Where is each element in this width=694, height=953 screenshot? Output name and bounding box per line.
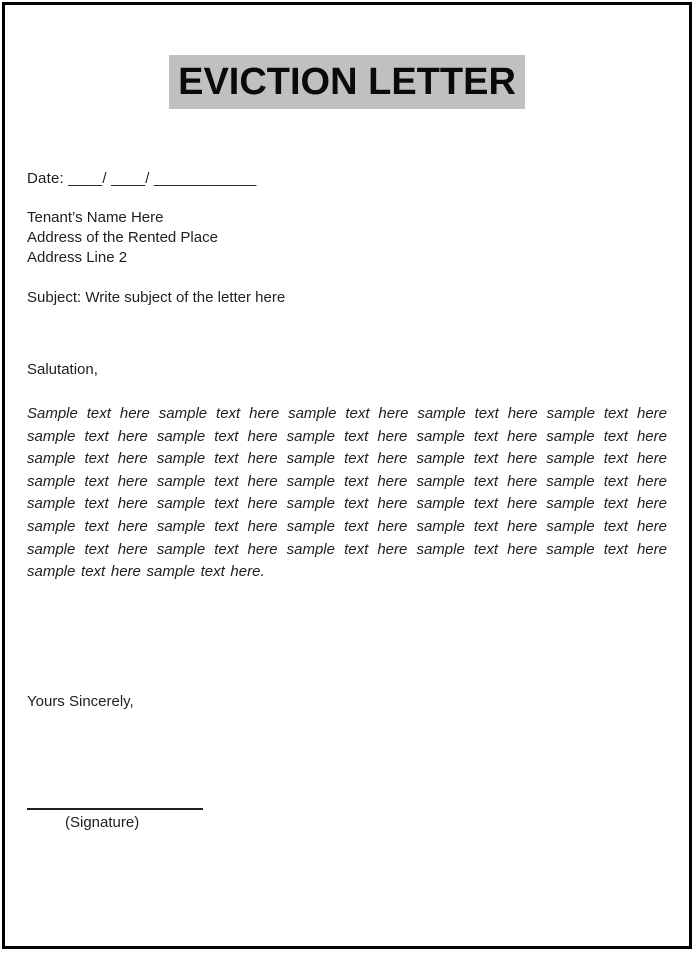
- recipient-block: [27, 208, 667, 268]
- body-paragraph: Sample text here sample text here sample text here sample text here sample text here sample text here sample text here sample text here sample text here sample text here sample text here sample text here sample text here sample text here sample text here sample text here sample text here sample text here sample text here sample text here sample text here sample text here sample text here sample text here sample text here sample text here sample text here sample text here sample text here sample text here sample text here sample text here sample text here sample text here sample text here sample text here sample text here.: [27, 405, 667, 581]
- salutation: Salutation,: [27, 361, 98, 378]
- subject-line: Subject: Write subject of the letter here: [27, 289, 286, 306]
- signature-line: [27, 808, 203, 810]
- document-page: [2, 2, 692, 949]
- document-title: EVICTION LETTER: [169, 55, 525, 109]
- recipient-name: Tenant’s Name Here: [27, 209, 164, 226]
- closing: Yours Sincerely,: [27, 692, 134, 710]
- recipient-address-line2: Address Line 2: [27, 249, 128, 266]
- recipient-address-line1: Address of the Rented Place: [27, 229, 218, 246]
- date-line: Date: ____/ ____/ ____________: [27, 170, 257, 187]
- signature-label: (Signature): [65, 813, 140, 831]
- title-container: [27, 55, 667, 109]
